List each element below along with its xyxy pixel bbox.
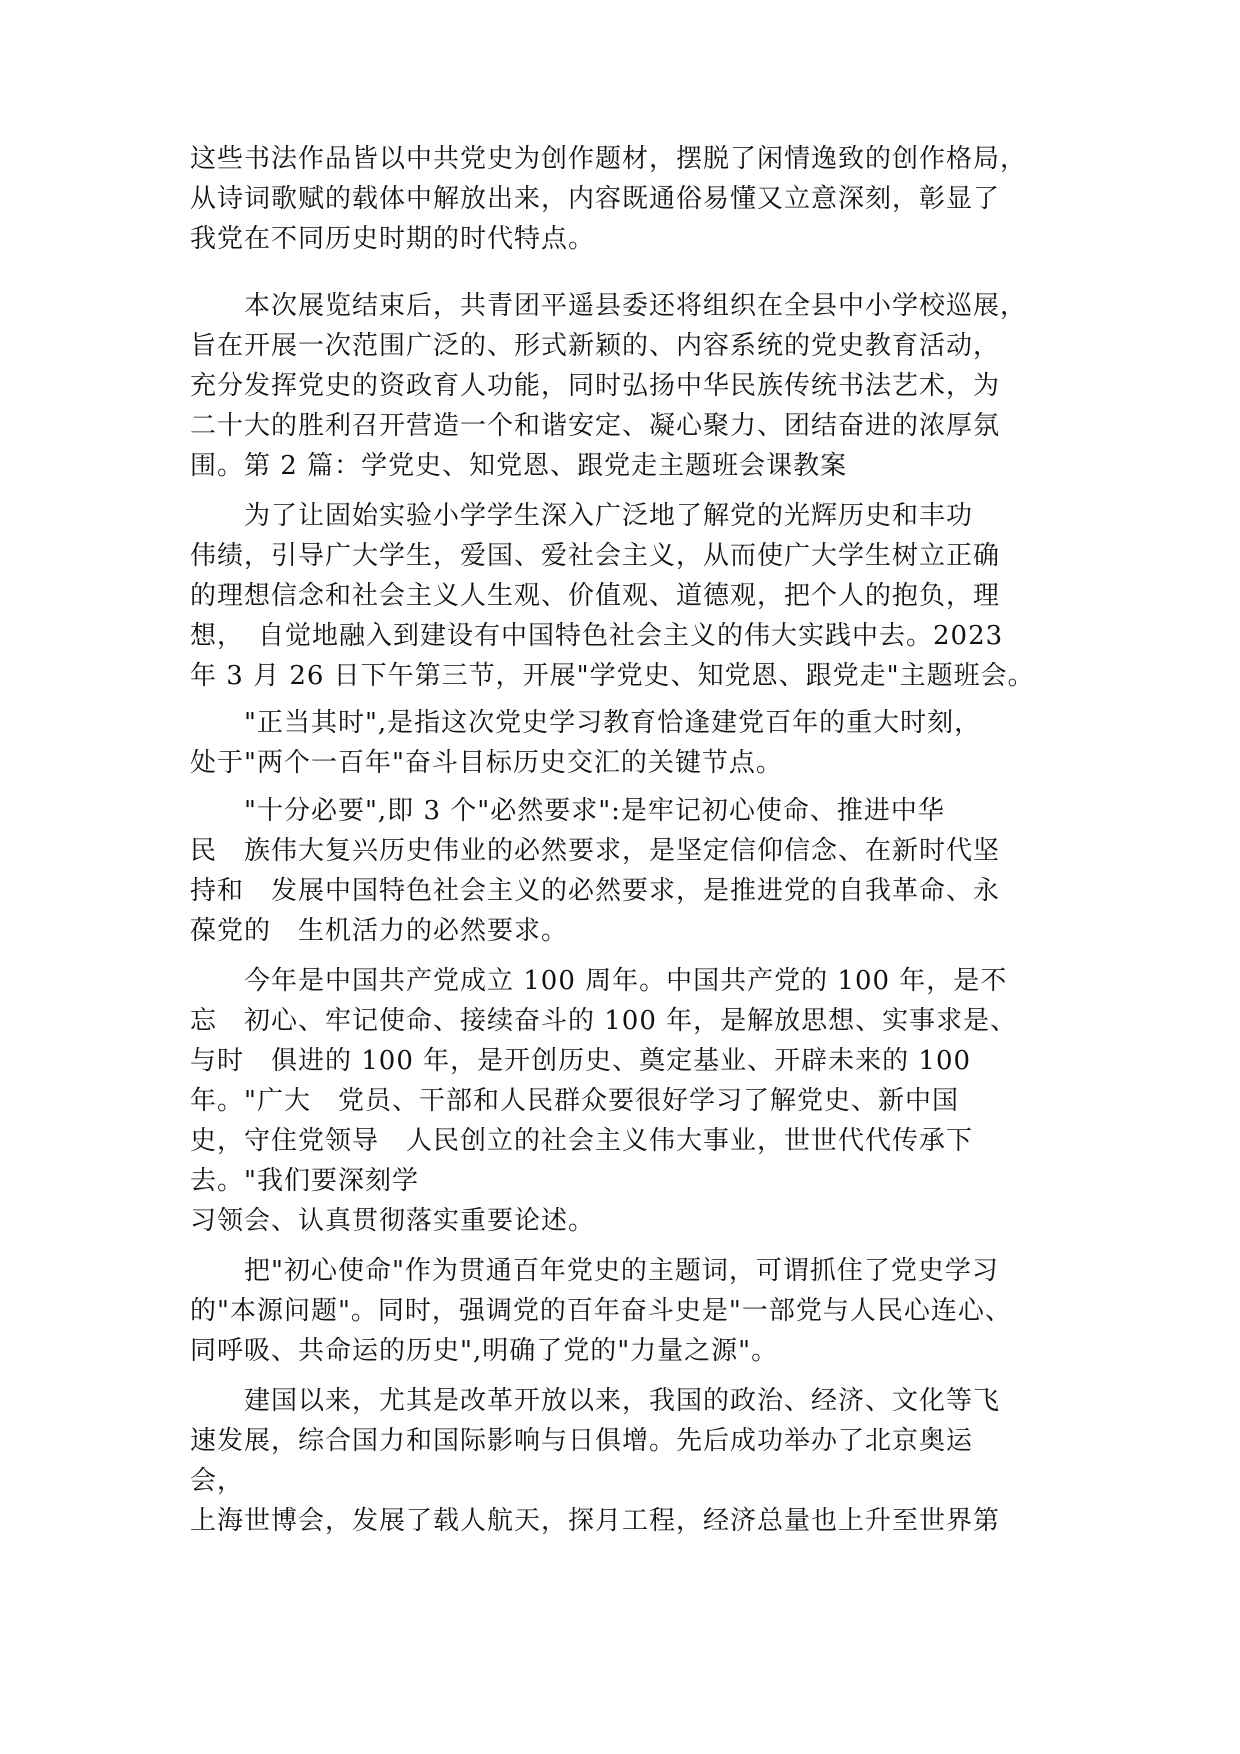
text-line-26: 习领会、认真贯彻落实重要论述。 [190, 1206, 596, 1236]
text-line-25: 去。"我们要深刻学 [190, 1166, 419, 1196]
text-line-28: 的"本源问题"。同时，强调党的百年奋斗史是"一部党与人民心连心、 [190, 1296, 1012, 1326]
text-line-18: 持和 发展中国特色社会主义的必然要求，是推进党的自我革命、永 [190, 876, 1001, 906]
text-line-21: 忘 初心、牢记使命、接续奋斗的 100 年，是解放思想、实事求是、 [190, 1006, 1018, 1036]
text-line-9: 为了让固始实验小学学生深入广泛地了解党的光辉历史和丰功 [190, 501, 974, 531]
text-line-11: 的理想信念和社会主义人生观、价值观、道德观，把个人的抱负，理 [190, 581, 1001, 611]
text-line-7: 二十大的胜利召开营造一个和谐安定、凝心聚力、团结奋进的浓厚氛 [190, 411, 1001, 441]
text-line-24: 史，守住党领导 人民创立的社会主义伟大事业，世世代代传承下 [190, 1126, 974, 1156]
text-line-13: 年 3 月 26 日下午第三节，开展"学党史、知党恩、跟党走"主题班会。 [190, 661, 1035, 691]
text-line-1: 这些书法作品皆以中共党史为创作题材，摆脱了闲情逸致的创作格局， [190, 144, 1028, 174]
text-line-33: 上海世博会，发展了载人航天，探月工程，经济总量也上升至世界第 [190, 1506, 1001, 1536]
text-line-17: 民 族伟大复兴历史伟业的必然要求，是坚定信仰信念、在新时代坚 [190, 836, 1001, 866]
text-line-15: 处于"两个一百年"奋斗目标历史交汇的关键节点。 [190, 748, 783, 778]
text-line-14: "正当其时",是指这次党史学习教育恰逢建党百年的重大时刻， [190, 708, 982, 738]
text-line-20: 今年是中国共产党成立 100 周年。中国共产党的 100 年，是不 [190, 966, 1008, 996]
text-line-31: 速发展，综合国力和国际影响与日俱增。先后成功举办了北京奥运 [190, 1426, 974, 1456]
text-line-32: 会， [190, 1466, 245, 1496]
text-line-2: 从诗词歌赋的载体中解放出来，内容既通俗易懂又立意深刻，彰显了 [190, 184, 1001, 214]
text-line-29: 同呼吸、共命运的历史",明确了党的"力量之源"。 [190, 1336, 779, 1366]
text-line-19: 葆党的 生机活力的必然要求。 [190, 916, 569, 946]
text-line-5: 旨在开展一次范围广泛的、形式新颖的、内容系统的党史教育活动， [190, 331, 1001, 361]
text-line-4: 本次展览结束后，共青团平遥县委还将组织在全县中小学校巡展， [190, 291, 1028, 321]
text-line-16: "十分必要",即 3 个"必然要求":是牢记初心使命、推进中华 [190, 796, 945, 826]
text-line-8: 围。第 2 篇：学党史、知党恩、跟党走主题班会课教案 [190, 451, 848, 481]
text-line-27: 把"初心使命"作为贯通百年党史的主题词，可谓抓住了党史学习 [190, 1256, 999, 1286]
text-line-23: 年。"广大 党员、干部和人民群众要很好学习了解党史、新中国 [190, 1086, 959, 1116]
text-line-3: 我党在不同历史时期的时代特点。 [190, 224, 596, 254]
text-line-12: 想， 自觉地融入到建设有中国特色社会主义的伟大实践中去。2023 [190, 621, 1004, 651]
text-line-30: 建国以来，尤其是改革开放以来，我国的政治、经济、文化等飞 [190, 1386, 1001, 1416]
text-line-22: 与时 俱进的 100 年，是开创历史、奠定基业、开辟未来的 100 [190, 1046, 972, 1076]
text-line-10: 伟绩，引导广大学生，爱国、爱社会主义，从而使广大学生树立正确 [190, 541, 1001, 571]
text-line-6: 充分发挥党史的资政育人功能，同时弘扬中华民族传统书法艺术，为 [190, 371, 1001, 401]
